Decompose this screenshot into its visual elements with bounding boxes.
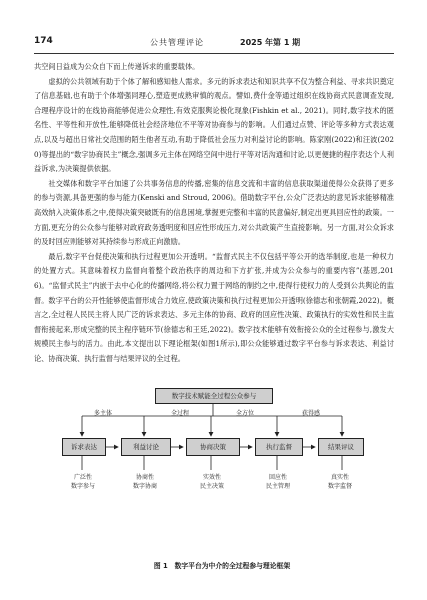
- top-label: 获得感: [302, 410, 321, 417]
- stage-box: 协商决策: [186, 438, 240, 456]
- top-label: 全方位: [236, 410, 255, 417]
- paragraph: 最后,数字平台促使决策和执行过程更加公开透明。“监督式民主不仅包括平等公开的选举制度,也是一种权力的处置方式。其意味着权力监督向着整个政治秩序的周边和下方扩张,并成为公众参与的重要内容”(基恩,2016)。“监督式民主”内嵌于去中心化的传播网络,将公权力置于网络的制约之中,使得行使权力的人受到公共舆论的监督。数字平台的公开性能够使监督形成合力效应,使政策决策和执行过程更加公开透明(徐德志和张朝霞,2022)。概言之,全过程人民民主将人民广泛的诉求表达、多元主体的协商、政府的回应性决策、政策执行的实效性和民主监督衔接起来,形成完整的民主程序链环节(徐德志和王廷,2022)。数字技术能够有效衔接公众的全过程参与,激发大规模民主参与的活力。由此,本文提出以下理论框架(如图1所示),即公众能够通过数字平台参与诉求表达、利益讨论、协商决策、执行监督与结果评议的全过程。: [34, 251, 394, 363]
- property-subtitle: 民主决策: [199, 483, 224, 490]
- page-number: 174: [34, 36, 53, 46]
- journal-name: 公共管理评论: [150, 38, 204, 47]
- page-header: [34, 36, 394, 50]
- top-label: 多主体: [94, 410, 113, 417]
- property-title: 回应性: [268, 474, 287, 481]
- paragraph: 共空间日益成为公众自下而上传递诉求的重要载体。: [34, 62, 200, 71]
- stage-box: 诉求表达: [62, 438, 106, 456]
- property-title: 广泛性: [73, 474, 92, 481]
- property-subtitle: 数字协商: [132, 483, 157, 490]
- paragraph: 虚拟的公共领域有助于个体了解和感知他人需求。多元的诉求表达和知识共享不仅为整合利益、寻求共识奠定了信息基础,也有助于个体增强同理心,塑造更成熟审慎的观点。譬如,费什金等通过组织在线协商式民意调查发现,合理程序设计的在线协商能够促进公众理性,有效克服舆论极化现象(Fishkin et al., 2021)。同时,数字技术的匿名性、平等性和开放性,能够降低社会经济地位不平等对协商参与的影响。人们通过点赞、评论等多种方式表达观点,以及与超出日常社交范围的陌生他者互动,有助于降低社会压力对利益讨论的影响。陈家刚(2022)和汪波(2020)等提出的“数字协商民主”概念,强调多元主体在网络空间中进行平等对话沟通和讨论,以更便捷的程序表达个人利益诉求,为决策提供依据。: [34, 76, 394, 174]
- figure-top-box: 数字技术赋能全过程公众参与: [155, 388, 273, 404]
- figure-caption: 图 1 数字平台为中介的全过程参与理论框架: [153, 562, 291, 570]
- article-body: [34, 60, 394, 366]
- stage-property: [318, 473, 362, 491]
- stage-property: [62, 473, 104, 491]
- stage-property: [255, 473, 301, 491]
- issue-label: 2025 年第 1 期: [240, 38, 301, 47]
- stage-box: 利益讨论: [121, 438, 171, 456]
- property-title: 实效性: [202, 474, 221, 481]
- top-label: 全过程: [171, 410, 190, 417]
- property-subtitle: 数字参与: [70, 483, 95, 490]
- property-subtitle: 数字监督: [327, 483, 352, 490]
- stage-box: 执行监督: [255, 438, 303, 456]
- stage-box: 结果评议: [318, 438, 364, 456]
- property-subtitle: 民主管理: [265, 483, 290, 490]
- paragraph: 社交媒体和数字平台加速了公共事务信息的传播,密集的信息交流和丰富的信息获取渠道使得公众获得了更多的参与资源,具备更强的参与能力(Kenski and Stroud, 2006)。借助数字平台,公众广泛表达的意见诉求能够精准高效纳入决策体系之中,使得决策突破既有的信息困境,掌握更完整和丰富的民意偏好,制定出更具回应性的政策。一方面,更充分的公众参与能够对政府政务透明度和回应性形成压力,对公共政策产生直接影响。另一方面,对公众诉求的及时回应则能够对其持续参与形成正向激励。: [34, 178, 394, 247]
- property-title: 协商性: [135, 474, 154, 481]
- property-title: 真实性: [330, 474, 349, 481]
- stage-property: [186, 473, 238, 491]
- figure-1: [62, 388, 362, 578]
- stage-property: [121, 473, 169, 491]
- header-rule: [34, 53, 394, 54]
